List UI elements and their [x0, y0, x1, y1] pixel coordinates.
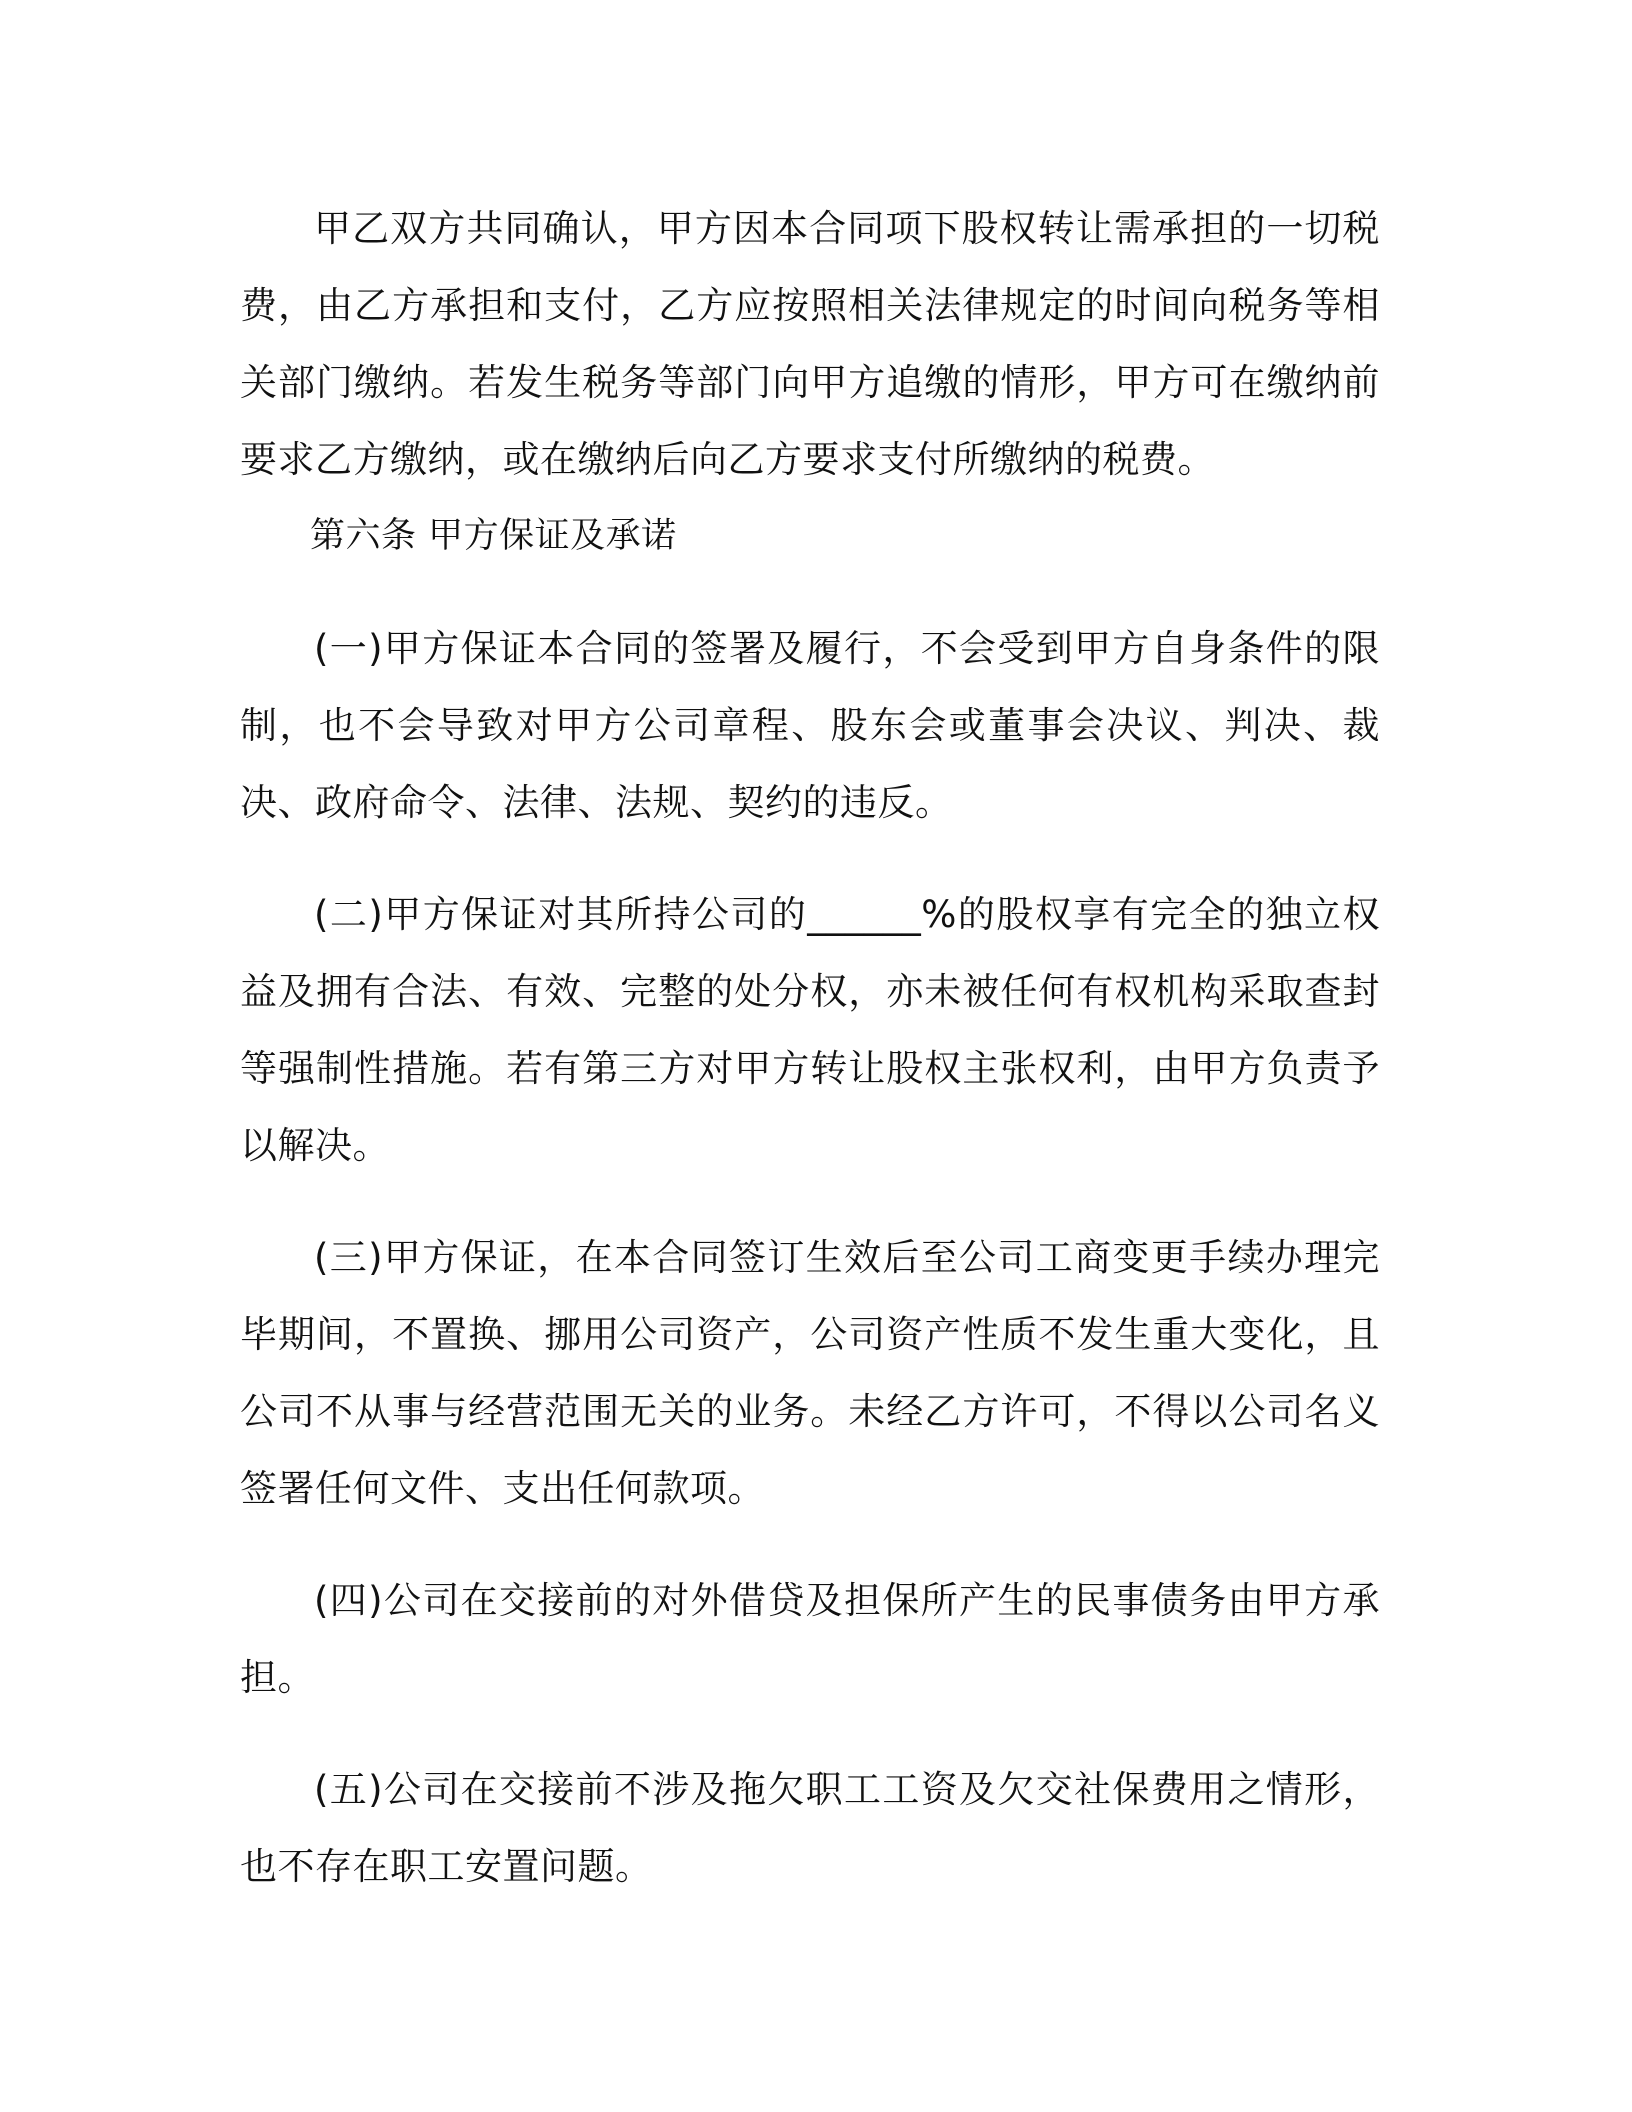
tax-paragraph: 甲乙双方共同确认，甲方因本合同项下股权转让需承担的一切税费，由乙方承担和支付，乙方应按照相关法律规定的时间向税务等相关部门缴纳。若发生税务等部门向甲方追缴的情形，甲方可在缴纳前要求乙方缴纳，或在缴纳后向乙方要求支付所缴纳的税费。: [240, 207, 1380, 481]
clause-3: (三)甲方保证，在本合同签订生效后至公司工商变更手续办理完毕期间，不置换、挪用公司资产，公司资产性质不发生重大变化，且公司不从事与经营范围无关的业务。未经乙方许可，不得以公司名义签署任何文件、支出任何款项。: [240, 1236, 1380, 1510]
clause-4: (四)公司在交接前的对外借贷及担保所产生的民事债务由甲方承担。: [240, 1579, 1380, 1699]
clause-2: (二)甲方保证对其所持公司的______%的股权享有完全的独立权益及拥有合法、有效、完整的处分权，亦未被任何有权机构采取查封等强制性措施。若有第三方对甲方转让股权主张权利，由甲方负责予以解决。: [240, 893, 1380, 1167]
section-heading: 第六条 甲方保证及承诺: [310, 516, 677, 556]
clause-5: (五)公司在交接前不涉及拖欠职工工资及欠交社保费用之情形，也不存在职工安置问题。: [240, 1768, 1380, 1888]
clause-1: (一)甲方保证本合同的签署及履行，不会受到甲方自身条件的限制，也不会导致对甲方公司章程、股东会或董事会决议、判决、裁决、政府命令、法律、法规、契约的违反。: [240, 627, 1380, 824]
document-page: [240, 190, 1380, 1905]
